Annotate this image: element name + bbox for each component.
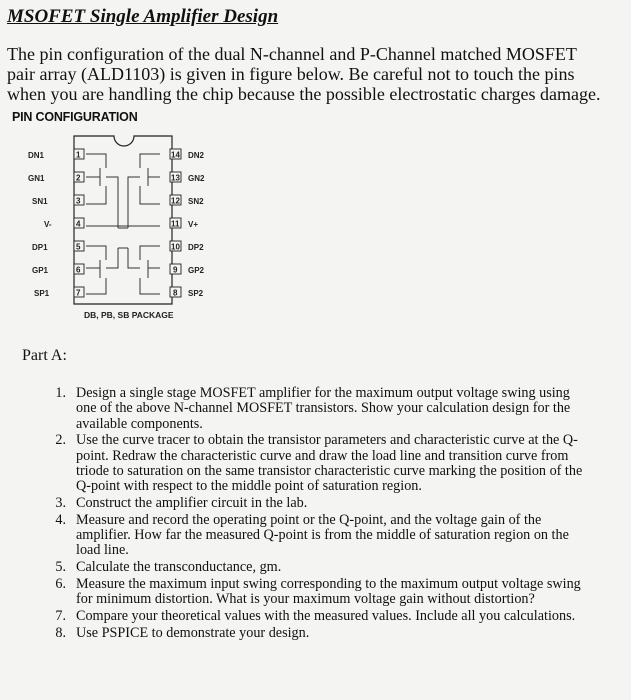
list-item: 3. Construct the amplifier circuit in the lab. (55, 495, 308, 512)
list-item: 8. Use PSPICE to demonstrate your design. (55, 624, 310, 641)
list-item: 6. Measure the maximum input swing corresponding to the maximum output voltage swing for minimum distortion. What is your maximum voltage gain without distortion? (55, 576, 581, 608)
left-pin-3 (32, 195, 84, 206)
internal-circuit (86, 154, 160, 294)
left-pin-2 (28, 172, 84, 183)
pin-config-heading: PIN CONFIGURATION (12, 110, 138, 124)
list-item: 1. Design a single stage MOSFET amplifier for the maximum output voltage swing using one of the above N-channel MOSFET transistors. Show your calculation design for the available components. (55, 385, 571, 432)
left-pin-1 (28, 149, 84, 160)
part-a-label: Part A: (22, 347, 67, 364)
pin-label: GP1 (32, 266, 49, 275)
right-pin-14 (170, 149, 205, 160)
list-item: 2. Use the curve tracer to obtain the transistor parameters and characteristic curve at the Q-point. Redraw the characteristic curve and draw the load line and transition curve from triode to saturation on the same transistor characteristic curve marking the position of the Q-point with respect to the middle point of saturation region. (55, 432, 583, 495)
pin-number: 11 (171, 219, 180, 229)
right-pin-12 (170, 195, 204, 206)
list-item: 7. Compare your theoretical values with the measured values. Include all you calculations. (55, 608, 576, 625)
pin-number: 12 (171, 196, 180, 206)
intro-paragraph: The pin configuration of the dual N-channel and P-Channel matched MOSFET pair array (ALD1103) is given in figure below. Be careful not to touch the pins when you are handling the chip because the possible electrostatic charges damage. (7, 44, 601, 104)
pin-label: SP2 (188, 289, 204, 298)
pin-label: DN1 (28, 151, 45, 160)
right-pin-8 (170, 287, 204, 298)
left-pin-7 (34, 287, 84, 298)
right-pin-10 (170, 241, 204, 252)
pin-label: GN2 (188, 174, 205, 183)
chip-outline (74, 136, 172, 304)
pin-number: 14 (171, 150, 180, 160)
right-pin-11 (170, 218, 198, 229)
pin-number: 4 (76, 219, 81, 229)
pin-label: SP1 (34, 289, 50, 298)
pin-number: 5 (76, 242, 81, 252)
pin-label: DP1 (32, 243, 48, 252)
left-pin-4 (44, 218, 84, 229)
pin-number: 1 (76, 150, 81, 160)
pin-label: GP2 (188, 266, 205, 275)
pin-number: 9 (173, 265, 178, 275)
pin-label: SN1 (32, 197, 48, 206)
pin-configuration-diagram (10, 128, 220, 328)
pin-label: SN2 (188, 197, 204, 206)
pin-label: V+ (188, 220, 199, 229)
pin-label: DN2 (188, 151, 205, 160)
pin-number: 3 (76, 196, 81, 206)
document-title: MSOFET Single Amplifier Design (7, 6, 279, 27)
pin-label: V- (44, 220, 52, 229)
list-item: 4. Measure and record the operating point or the Q-point, and the voltage gain of the amplifier. How far the measured Q-point is from the middle of saturation region on the load line. (55, 511, 569, 559)
pin-number: 10 (171, 242, 180, 252)
right-pin-9 (170, 264, 205, 275)
package-label: DB, PB, SB PACKAGE (84, 310, 174, 320)
pin-label: GN1 (28, 174, 45, 183)
task-list (44, 386, 584, 643)
pin-number: 8 (173, 288, 178, 298)
pin-number: 13 (171, 173, 180, 183)
pin-label: DP2 (188, 243, 204, 252)
left-pin-6 (32, 264, 84, 275)
list-item: 5. Calculate the transconductance, gm. (55, 559, 282, 576)
pin-number: 6 (76, 265, 81, 275)
right-pin-13 (170, 172, 205, 183)
pin-number: 2 (76, 173, 81, 183)
left-pin-5 (32, 241, 84, 252)
pin-number: 7 (76, 288, 81, 298)
